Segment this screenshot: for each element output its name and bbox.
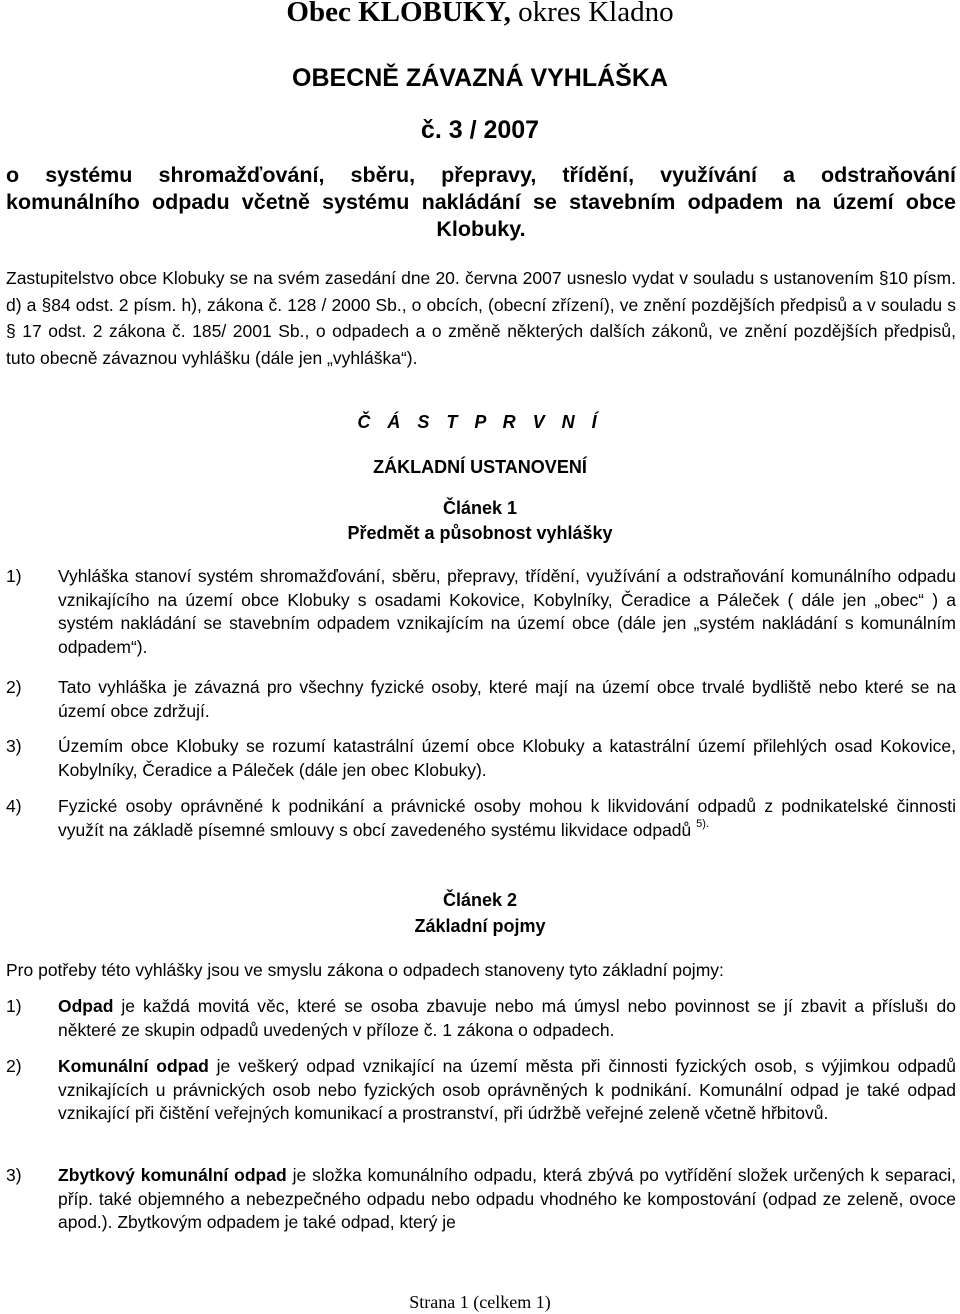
article-2-item <box>6 1164 956 1235</box>
item-text: Tato vyhláška je závazná pro všechny fyzické osoby, které mají na území obce trvalé bydliště nebo které se na území obce zdržují. <box>58 677 956 721</box>
item-number: 2) <box>6 1056 22 1076</box>
part-label: Č Á S T P R V N Í <box>357 412 603 432</box>
district-name: okres Kladno <box>510 0 674 28</box>
article-2-number: Článek 2 <box>442 890 518 910</box>
decree-subject <box>6 162 956 243</box>
article-2-intro: Pro potřeby této vyhlášky jsou ve smyslu zákona o odpadech stanoveny tyto základní pojmy: <box>6 960 724 980</box>
article-1-number: Článek 1 <box>442 498 518 518</box>
item-number: 3) <box>6 1165 22 1185</box>
term-definition: je složka komunálního odpadu, která zbývá po vytřídění složek určených k separaci, příp. také objemného a nebezpečného odpadu nebo odpadu vhodného ke kompostování (odpad ze zeleně, ovoce apod.). Zbytkovým odpadem je také odpad, který je <box>58 1165 956 1232</box>
item-text: Vyhláška stanoví systém shromažďování, sběru, přepravy, třídění, využívání a odstraňování komunálního odpadu vznikajícího na území obce Klobuky s osadami Kokovice, Kobylníky, Čeradice a Páleček ( dále jen „obec“ ) a systém nakládání se stavebním odpadem vznikajícím na území obce (dále jen „systém nakládání s komunálním odpadem“). <box>58 566 956 657</box>
article-2-item <box>6 1055 956 1126</box>
item-number: 1) <box>6 566 22 586</box>
item-number: 4) <box>6 796 22 816</box>
term-name: Zbytkový komunální odpad <box>58 1165 287 1185</box>
item-text <box>58 995 956 1042</box>
item-text <box>58 795 956 842</box>
decree-heading: OBECNĚ ZÁVAZNÁ VYHLÁŠKA <box>292 64 668 92</box>
footnote-reference: 5). <box>696 817 709 830</box>
decree-number: č. 3 / 2007 <box>420 116 540 144</box>
item-number: 2) <box>6 677 22 697</box>
item-text <box>58 1164 956 1235</box>
term-name: Odpad <box>58 996 114 1016</box>
article-2-item <box>6 995 956 1042</box>
item-text-body: Fyzické osoby oprávněné k podnikání a právnické osoby mohou k likvidování odpadů z podnikatelské činnosti využít na základě písemné smlouvy s obcí zavedeného systému likvidace odpadů <box>58 796 956 840</box>
article-1-item <box>6 735 956 782</box>
article-1-item <box>6 676 956 723</box>
page-footer: Strana 1 (celkem 1) <box>409 1292 551 1312</box>
item-number: 3) <box>6 736 22 756</box>
article-2-title: Základní pojmy <box>414 916 546 936</box>
article-1-item <box>6 565 956 659</box>
decree-subject-line: o systému shromažďování, sběru, přepravy, třídění, využívání a odstraňování <box>6 163 956 187</box>
decree-subject-line: komunálního odpadu včetně systému nakládání se stavebním odpadem na území obce <box>6 190 956 214</box>
article-1-item <box>6 795 956 842</box>
part-title: ZÁKLADNÍ USTANOVENÍ <box>373 457 587 477</box>
item-text: Územím obce Klobuky se rozumí katastrální území obce Klobuky a katastrální území přilehlých osad Kokovice, Kobylníky, Čeradice a Páleček (dále jen obec Klobuky). <box>58 736 956 780</box>
municipality-title <box>0 0 960 30</box>
term-definition: je každá movitá věc, které se osoba zbavuje nebo má úmysl nebo povinnost se jí zbavit a příslušı do některé ze skupin odpadů uvedených v příloze č. 1 zákona o odpadech. <box>58 996 956 1040</box>
term-name: Komunální odpad <box>58 1056 209 1076</box>
article-1-title: Předmět a působnost vyhlášky <box>347 523 613 543</box>
preamble-paragraph: Zastupitelstvo obce Klobuky se na svém zasedání dne 20. června 2007 usneslo vydat v souladu s ustanovením §10 písm. d) a §84 odst. 2 písm. h), zákona č. 128 / 2000 Sb., o obcích, (obecní zřízení), ve znění pozdějších předpisů a v souladu s § 17 odst. 2 zákona č. 185/ 2001 Sb., o odpadech a o změně některých dalších zákonů, ve znění pozdějších předpisů, tuto obecně závaznou vyhlášku (dále jen „vyhláška“). <box>6 268 956 368</box>
municipality-name: Obec KLOBUKY, <box>286 0 511 28</box>
item-number: 1) <box>6 996 22 1016</box>
decree-subject-line: Klobuky. <box>436 217 526 241</box>
term-definition: je veškerý odpad vznikající na území města při činnosti fyzických osob, s výjimkou odpadů vznikajících u právnických osob nebo fyzických osob oprávněných k podnikání. Komunální odpad je také odpad vznikající při čištění veřejných komunikací a prostranství, při údržbě veřejné zeleně včetně hřbitovů. <box>58 1056 956 1123</box>
item-text <box>58 1055 956 1126</box>
